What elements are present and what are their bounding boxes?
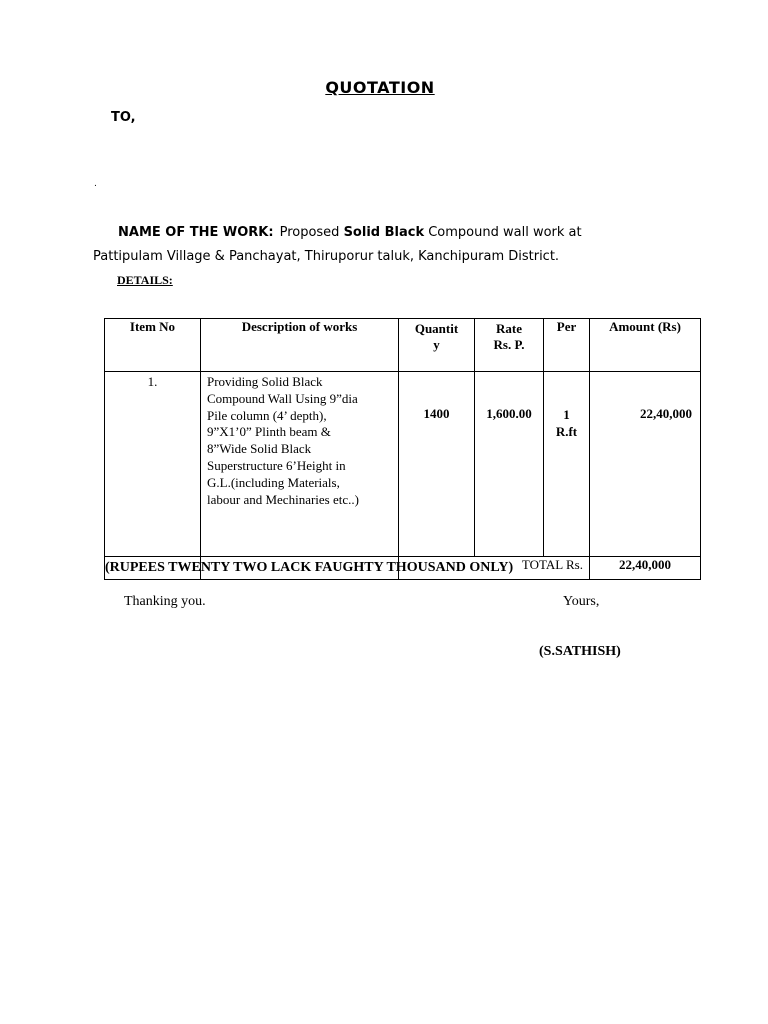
work-bold: Solid Black — [343, 225, 425, 240]
yours-text: Yours, — [563, 594, 600, 609]
page-title — [0, 78, 760, 97]
cell-description — [201, 372, 399, 557]
cell-quantity: 1400 — [399, 372, 475, 557]
per-line-1: 1 — [563, 407, 570, 422]
stray-dot: . — [94, 179, 97, 189]
header-rate-line-1: Rate — [496, 321, 522, 336]
description-line: Superstructure 6’Height in — [207, 457, 346, 473]
header-description: Description of works — [201, 319, 399, 372]
header-per: Per — [544, 319, 590, 372]
header-item-no: Item No — [105, 319, 201, 372]
table-header-row — [105, 319, 701, 372]
description-line: Compound Wall Using 9”dia — [207, 390, 358, 406]
description-line: Pile column (4’ depth), — [207, 407, 327, 423]
description-line: labour and Mechinaries etc..) — [207, 491, 359, 507]
cell-item-no: 1. — [105, 372, 201, 557]
header-quantity-line-1: Quantit — [414, 321, 459, 336]
work-text-b: Compound wall work at — [424, 225, 582, 240]
description-line: Providing Solid Black — [207, 374, 323, 389]
signature: (S.SATHISH) — [539, 644, 621, 659]
table-row — [105, 372, 701, 557]
header-rate — [475, 319, 544, 372]
header-amount: Amount (Rs) — [590, 319, 701, 372]
header-quantity — [399, 319, 475, 372]
header-rate-line-2: Rs. P. — [493, 337, 525, 352]
total-label: TOTAL Rs. — [399, 557, 590, 580]
description-line: 8”Wide Solid Black — [207, 441, 312, 457]
header-quantity-line-2: y — [433, 337, 440, 352]
work-line-2: Pattipulam Village & Panchayat, Thiruporur taluk, Kanchipuram District. — [93, 249, 560, 264]
cell-rate: 1,600.00 — [475, 372, 544, 557]
work-text-a: Proposed — [279, 225, 344, 240]
to-label: TO, — [111, 110, 136, 125]
per-line-2: R.ft — [555, 424, 578, 439]
quotation-table — [104, 318, 701, 580]
amount-in-words: (RUPEES TWENTY TWO LACK FAUGHTY THOUSAND ONLY) — [105, 560, 514, 575]
description-line: 9”X1’0” Plinth beam & — [207, 424, 331, 440]
work-label: NAME OF THE WORK: — [118, 225, 274, 240]
description-line: G.L.(including Materials, — [207, 474, 340, 490]
details-heading: DETAILS: — [117, 273, 173, 287]
work-line-1 — [118, 225, 582, 240]
thanks-text: Thanking you. — [124, 594, 206, 609]
cell-per — [544, 372, 590, 557]
total-value: 22,40,000 — [590, 557, 701, 580]
cell-amount: 22,40,000 — [590, 372, 701, 557]
title-text: QUOTATION — [325, 78, 435, 97]
